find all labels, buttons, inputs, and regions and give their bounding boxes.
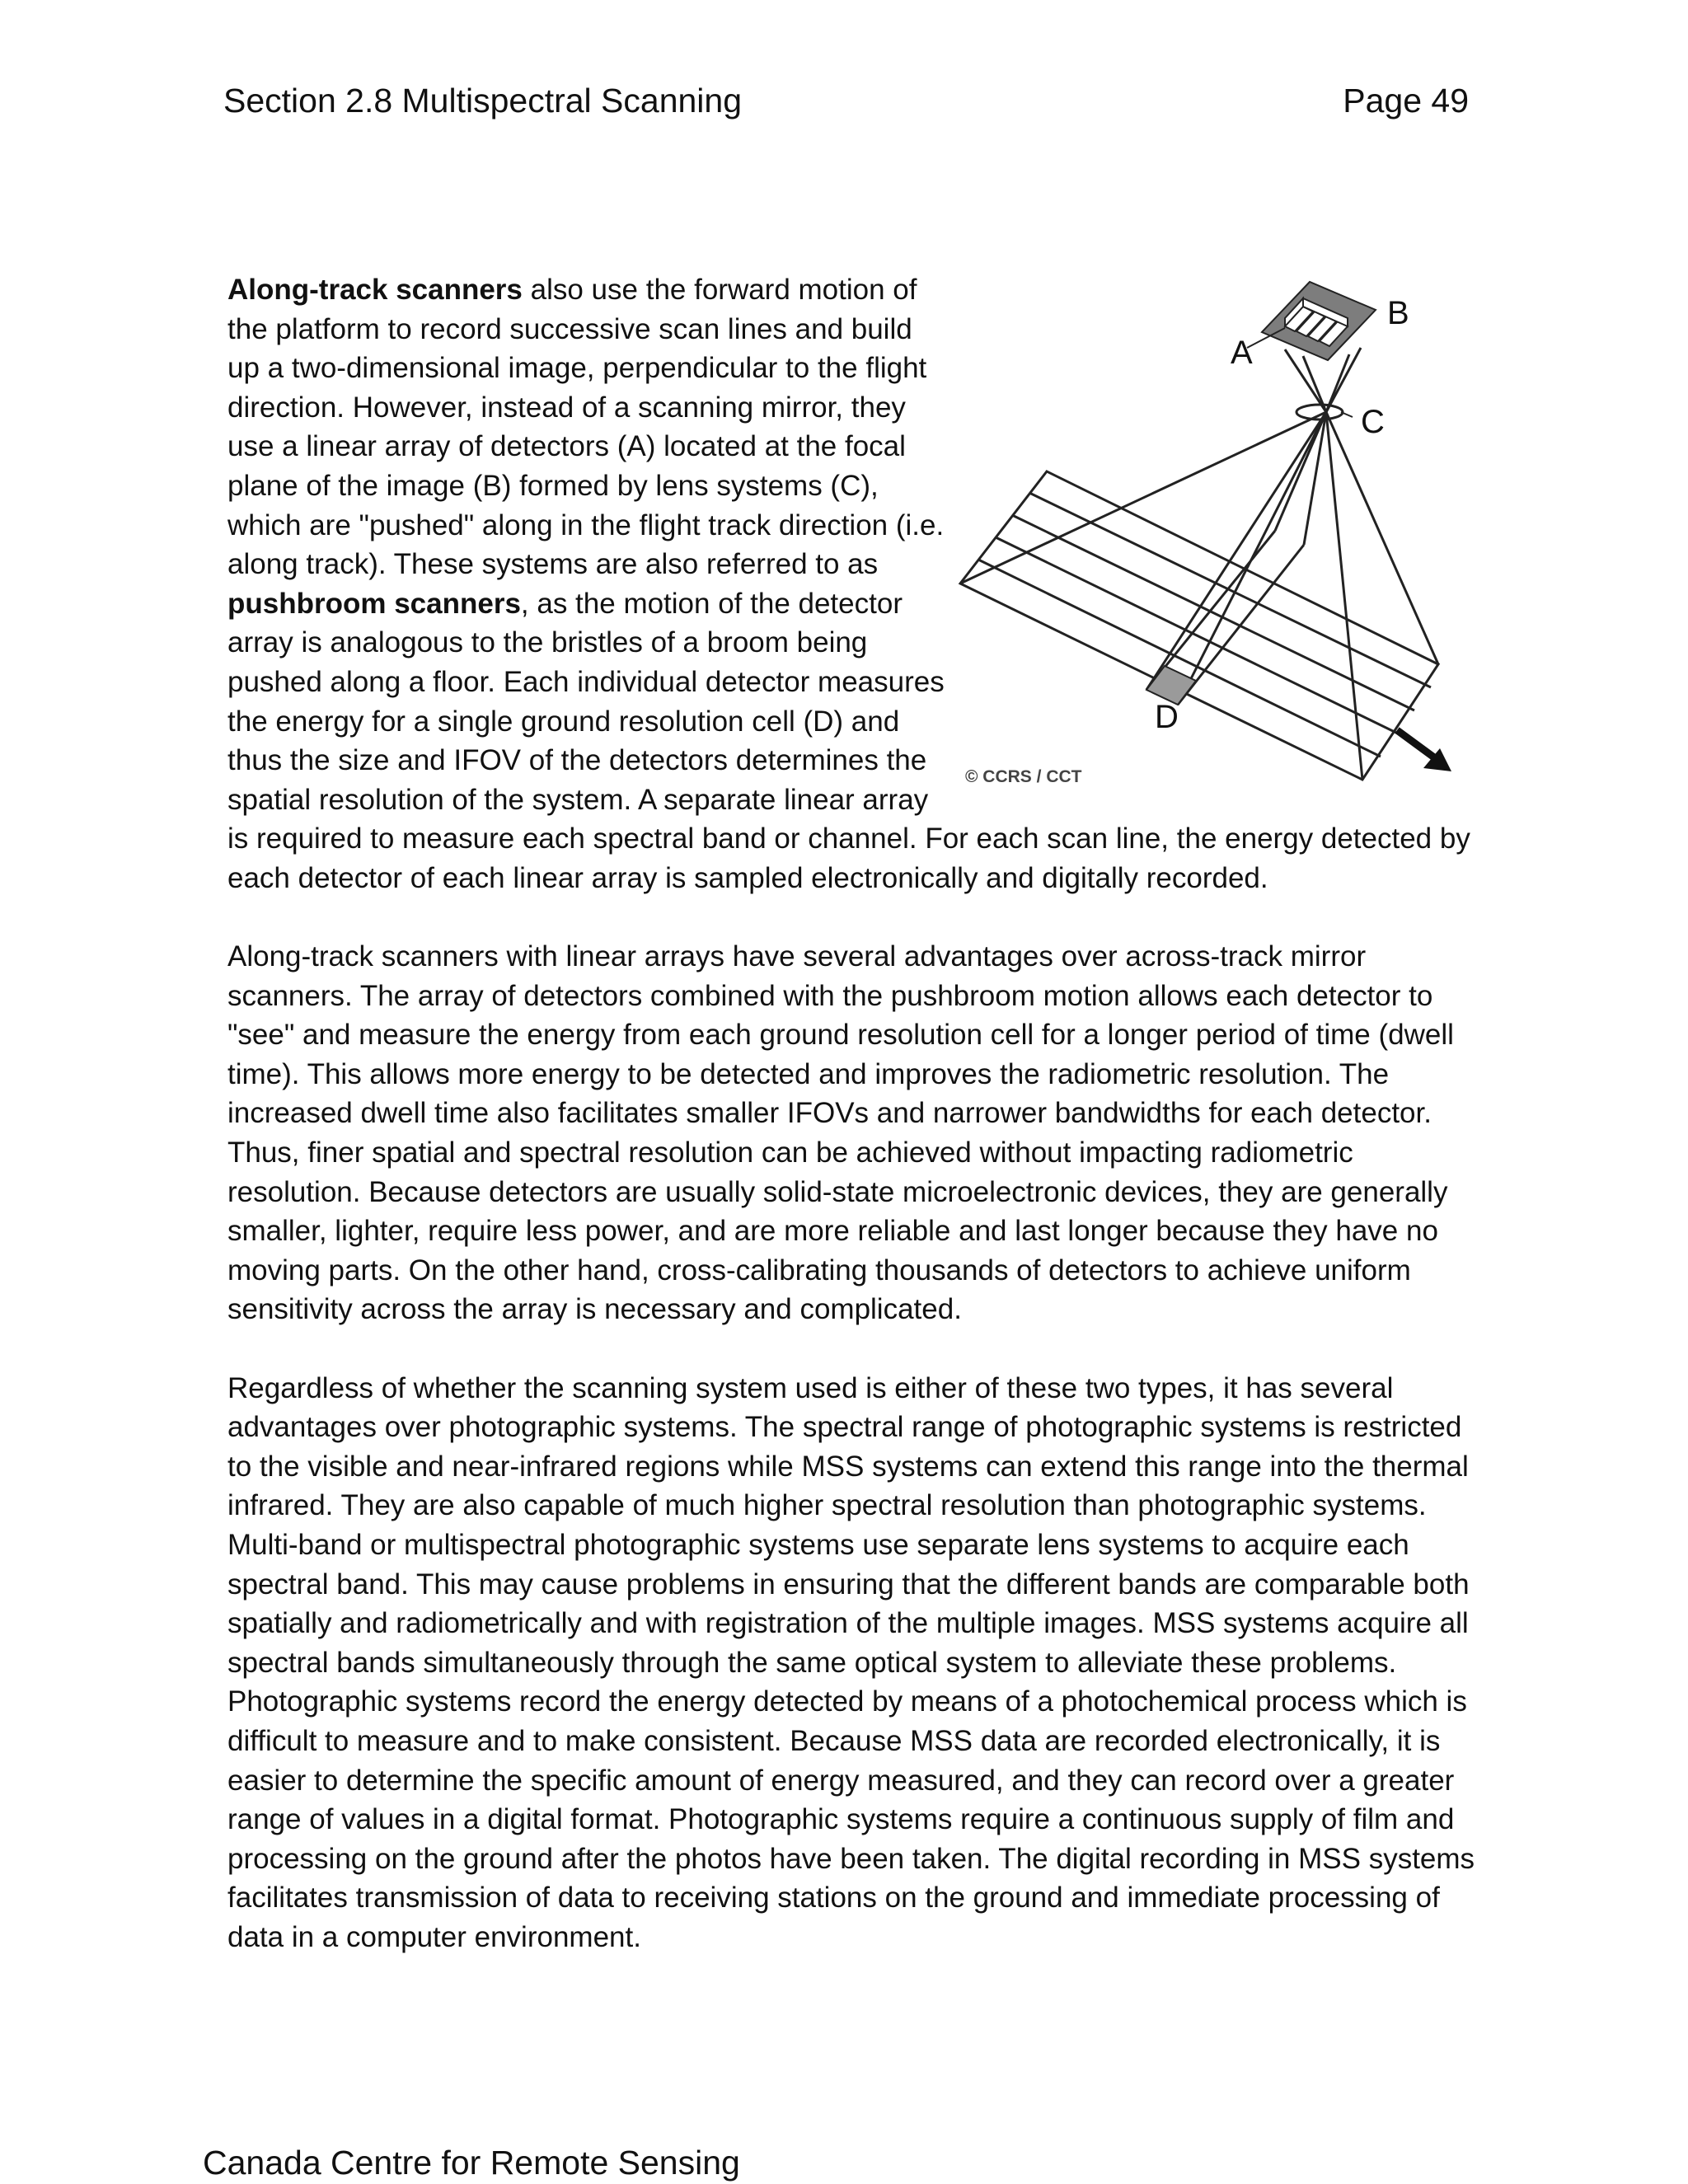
grid-line xyxy=(1012,515,1414,710)
label-b: B xyxy=(1387,295,1409,331)
diagram-drawing xyxy=(957,270,1480,791)
paragraph-text: , as the motion of the detector array is analogous to the bristles of a broom being pushed along a floor. Each individual detector measures the energy for a single ground resolution cell (D) and thus the size and IFOV of the detectors determines the spatial resolution of the system. A separate linear array is required to measure each spectral band or channel. For each scan line, the energy detected by each detector of each linear array is sampled electronically and digitally recorded. xyxy=(227,587,1470,894)
lens xyxy=(1296,405,1343,419)
term-along-track-scanners: Along-track scanners xyxy=(227,274,523,306)
term-pushbroom-scanners: pushbroom scanners xyxy=(227,587,521,620)
paragraph-text: also use the forward motion of the platform to record successive scan lines and build up a two-dimensional image, perpendicular to the flight direction. However, instead of a scanning mirror, they use a linear array of detectors (A) located at the focal plane of the image (B) formed by lens systems (C), which are "pushed" along in the flight track direction (i.e. along track). These systems are also referred to as xyxy=(227,274,945,581)
view-cone-line xyxy=(1275,412,1326,531)
label-d: D xyxy=(1155,699,1179,735)
label-a: A xyxy=(1231,335,1253,371)
pushbroom-scanner-diagram xyxy=(957,270,1480,791)
view-cone-line xyxy=(1326,412,1362,780)
paragraph-advantages: Along-track scanners with linear arrays have several advantages over across-track mirror scanners. The array of detectors combined with the pushbroom motion allows each detector to "see" and measure the energy from each ground resolution cell for a longer period of time (dwell time). This allows more energy to be detected and improves the radiometric resolution. The increased dwell time also facilitates smaller IFOVs and narrower bandwidths for each detector. Thus, finer spatial and spectral resolution can be achieved without impacting radiometric resolution. Because detectors are usually solid-state microelectronic devices, they are generally smaller, lighter, require less power, and are more reliable and last longer because they have no moving parts. On the other hand, cross-calibrating thousands of detectors to achieve uniform sensitivity across the array is necessary and complicated. xyxy=(227,940,1454,1326)
view-cone-line xyxy=(1178,412,1326,705)
page-number: Page 49 xyxy=(1343,82,1469,120)
view-cone-line xyxy=(1326,412,1438,664)
figure-credit: © CCRS / CCT xyxy=(965,767,1082,786)
footer-organization: Canada Centre for Remote Sensing xyxy=(203,2144,740,2182)
section-title: Section 2.8 Multispectral Scanning xyxy=(223,82,743,120)
grid-line xyxy=(996,537,1398,733)
label-c: C xyxy=(1361,404,1385,440)
flight-direction-arrow xyxy=(1397,730,1437,760)
grid-line xyxy=(978,560,1381,757)
optic-line xyxy=(1326,354,1349,412)
body-content xyxy=(227,270,1480,1996)
paragraph-comparison: Regardless of whether the scanning system used is either of these two types, it has several advantages over photographic systems. The spectral range of photographic systems is restricted to the visible and near-infrared regions while MSS systems can extend this range into the thermal infrared. They are also capable of much higher spectral resolution than photographic systems. Multi-band or multispectral photographic systems use separate lens systems to acquire each spectral band. This may cause problems in ensuring that the different bands are comparable both spatially and radiometrically and with registration of the multiple images. MSS systems acquire all spectral bands simultaneously through the same optical system to alleviate these problems. Photographic systems record the energy detected by means of a photochemical process which is difficult to measure and to make consistent. Because MSS data are recorded electronically, it is easier to determine the specific amount of energy measured, and they can record over a greater range of values in a digital format. Photographic systems require a continuous supply of film and processing on the ground after the photos have been taken. The digital recording in MSS systems facilitates transmission of data to receiving stations on the ground and immediate processing of data in a computer environment. xyxy=(227,1371,1475,1953)
